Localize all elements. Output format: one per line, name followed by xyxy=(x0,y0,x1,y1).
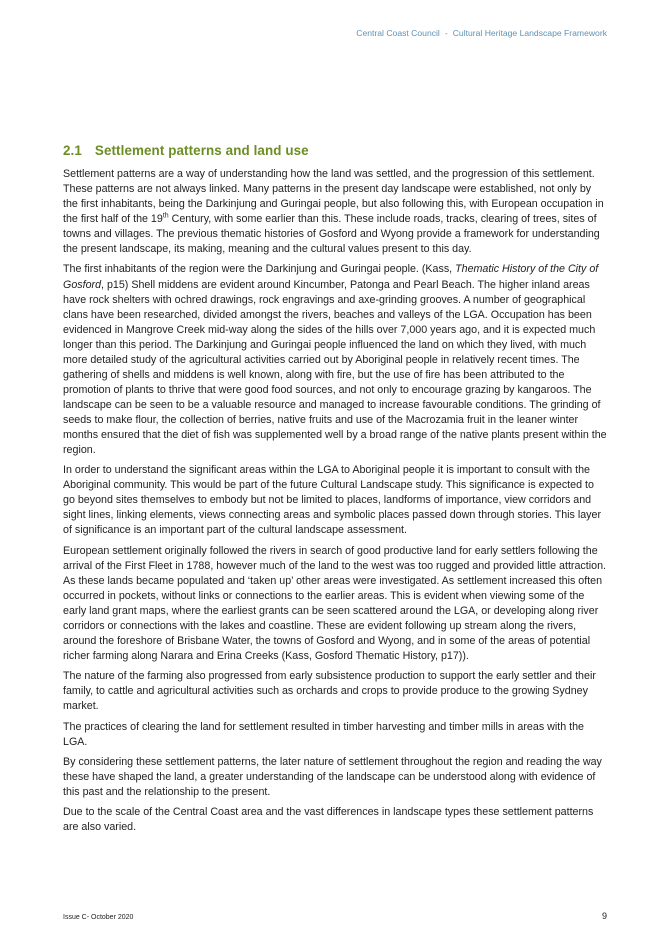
paragraph-5: The nature of the farming also progressed from early subsistence production to support the early settler and their family, to cattle and agricultural activities such as orchards and crops to provide produce to the growing Sydney market. xyxy=(63,670,596,713)
superscript-th: th xyxy=(162,212,169,220)
header-separator: - xyxy=(444,28,448,38)
paragraph-2-part-a: The first inhabitants of the region were the Darkinjung and Guringai people. (Kass, xyxy=(63,263,456,276)
paragraph-1 xyxy=(63,167,608,257)
paragraph-6: The practices of clearing the land for settlement resulted in timber harvesting and timber mills in areas with the LGA. xyxy=(63,720,584,748)
section-title: Settlement patterns and land use xyxy=(94,143,309,158)
paragraph-2 xyxy=(63,262,608,458)
paragraph-1-part-a: Settlement patterns are a way of understanding how the land was settled, and the progression of this settlement. These patterns are not always linked. Many patterns in the present day landscape were established, not only by the first inhabitants, being the Darkinjung and Guringai people, but also following this, with European occupation in the first half of the 19 xyxy=(63,168,604,226)
body-text xyxy=(63,167,608,840)
paragraph-4: European settlement originally followed the rivers in search of good productive land for early settlers following the arrival of the First Fleet in 1788, however much of the land to the west was too rugged and provided little attraction. As these lands became populated and ‘taken up’ other areas were investigated. As settlement increased this often occurred in pockets, without links or connections to the earlier areas. This is evident when viewing some of the early land grant maps, where the earliest grants can be seen scattered around the LGA, or developing along river corridors or connections with the lakes and coastline. These are evident following up stream along the rivers, around the foreshore of Brisbane Water, the towns of Gosford and Wyong, and in some of the areas of potential richer farming along Narara and Erina Creeks (Kass, Gosford Thematic History, p17)). xyxy=(63,544,606,663)
page-number: 9 xyxy=(601,911,607,921)
header-document-title: Cultural Heritage Landscape Framework xyxy=(452,28,607,38)
section-number: 2.1 xyxy=(63,143,82,158)
paragraph-8: Due to the scale of the Central Coast area and the vast differences in landscape types these settlement patterns are also varied. xyxy=(63,806,594,834)
paragraph-3: In order to understand the significant areas within the LGA to Aboriginal people it is important to consult with the Aboriginal community. This would be part of the future Cultural Landscape study. This significance is expected to go beyond sites themselves to embody but not be limited to places, landforms of importance, view corridors and sight lines, linking elements, views connecting areas and symbolic places passed down through stories. This layer of significance is an important part of the cultural landscape assessment. xyxy=(63,464,602,537)
footer-issue: Issue C- October 2020 xyxy=(63,914,134,921)
paragraph-2-part-b: , p15) Shell middens are evident around Kincumber, Patonga and Pearl Beach. The higher inland areas have rock shelters with ochred drawings, rock engravings and axe-grinding grooves. A number of geographical clans have been researched, divided amongst the rivers, beaches and valleys of the LGA. Occupation has been evidenced in Mangrove Creek mid-way along the sides of the hills over 7,000 years ago, and it is expected much longer than this period. The Darkinjung and Guringai people influenced the land on which they lived, with much more detailed study of the agricultural activities carried out by Aboriginal people in relatively recent times. The gathering of shells and middens is well known, along with fire, but the use of fire has been attributed to the promotion of plants to thrive that were good food sources, and not only to encourage grazing by kangaroos. The landscape can be seen to be a valuable resource and managed to increase favourable conditions. The grinding of seeds to make flour, the collection of berries, native fruits and use of the Macrozamia fruit in the leaner winter months ensured that the diet of fish was supplemented well by a broad range of the native plants present within the region. xyxy=(63,278,607,457)
section-heading xyxy=(63,143,309,158)
running-header xyxy=(356,28,607,38)
header-organization: Central Coast Council xyxy=(356,28,440,38)
paragraph-1-part-b: Century, with some earlier than this. These include roads, tracks, clearing of trees, sites of towns and villages. The previous thematic histories of Gosford and Wyong provide a framework for understanding the present landscape, its making, meaning and the cultural values present to this day. xyxy=(63,213,600,256)
paragraph-7: By considering these settlement patterns, the later nature of settlement throughout the region and reading the way these have shaped the land, a greater understanding of the landscape can be understood along with evidence of this past and the relationship to the present. xyxy=(63,755,602,798)
citation-title: Thematic History of the City of Gosford xyxy=(63,263,599,291)
